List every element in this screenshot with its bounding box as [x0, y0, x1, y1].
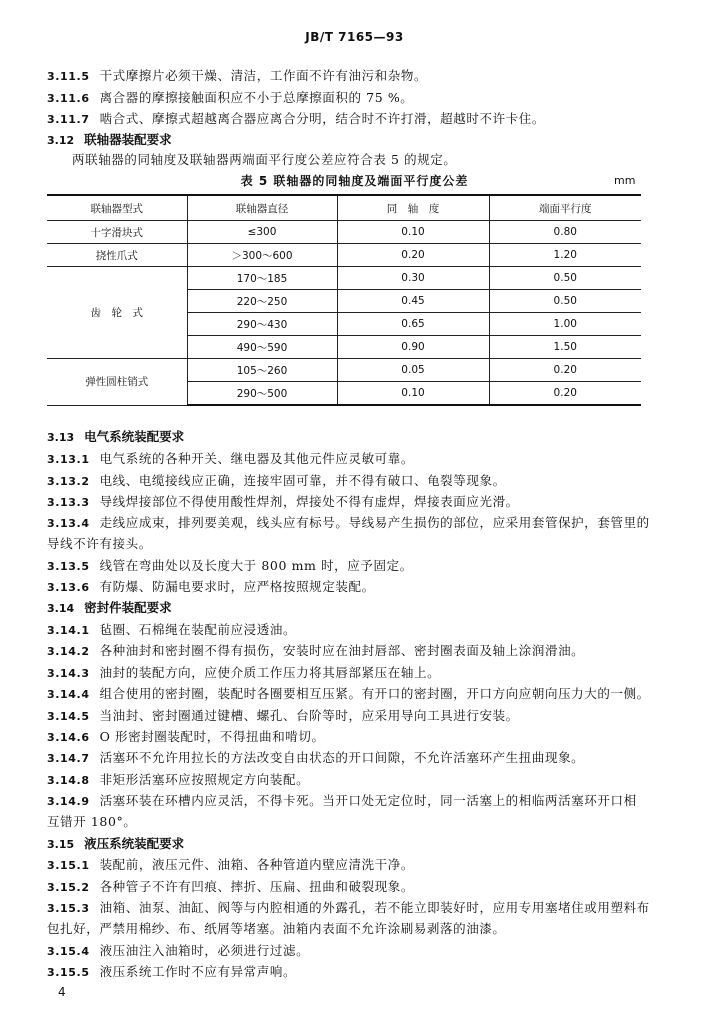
- clause-number: 3.11.7: [47, 113, 90, 126]
- clause-text: 油封的装配方向，应使介质工作压力将其唇部紧压在轴上。: [99, 665, 441, 680]
- section-3-14-heading: [47, 598, 172, 618]
- page-number: 4: [58, 985, 66, 999]
- clause-3-14-8: [47, 770, 309, 790]
- clause-number: 3.14.6: [47, 731, 90, 744]
- section-number: 3.15: [47, 838, 75, 851]
- cell-diameter: ＞300～600: [187, 244, 337, 267]
- clause-text: 当油封、密封圈通过键槽、螺孔、台阶等时，应采用导向工具进行安装。: [99, 708, 519, 723]
- table-5-unit: mm: [614, 174, 636, 187]
- cell-coaxiality: 0.90: [337, 336, 489, 359]
- clause-text: 各种管子不许有凹痕、摔折、压扁、扭曲和破裂现象。: [99, 879, 414, 894]
- clause-text: 毡圈、石棉绳在装配前应浸透油。: [99, 622, 297, 637]
- cell-parallelism: 0.20: [489, 359, 641, 382]
- cell-parallelism: 1.00: [489, 313, 641, 336]
- clause-3-13-5: [47, 556, 413, 576]
- clause-3-13-6: [47, 577, 375, 597]
- section-3-15-heading: [47, 834, 184, 854]
- clause-3-11-5: [47, 66, 427, 86]
- clause-number: 3.13.4: [47, 517, 90, 530]
- clause-3-13-4-continuation: 导线不许有接头。: [47, 536, 152, 551]
- section-title: 联轴器装配要求: [84, 132, 172, 147]
- clause-3-14-1: [47, 620, 296, 640]
- cell-coaxiality: 0.45: [337, 290, 489, 313]
- cell-parallelism: 0.80: [489, 221, 641, 244]
- cell-coaxiality: 0.20: [337, 244, 489, 267]
- clause-number: 3.13.3: [47, 496, 90, 509]
- column-header: 联轴器直径: [187, 195, 337, 221]
- clause-number: 3.13.2: [47, 475, 90, 488]
- table-header-row: [47, 195, 641, 221]
- clause-number: 3.15.3: [47, 902, 90, 915]
- clause-number: 3.15.2: [47, 881, 90, 894]
- table-5: [47, 194, 641, 406]
- clause-text: 组合使用的密封圈，装配时各圈要相互压紧。有开口的密封圈，开口方向应朝向压力大的一侧。: [99, 686, 650, 701]
- clause-3-14-9: [47, 791, 637, 811]
- clause-text: 非矩形活塞环应按照规定方向装配。: [99, 772, 310, 787]
- clause-number: 3.14.1: [47, 624, 90, 637]
- cell-diameter: 105～260: [187, 359, 337, 382]
- table-5-caption: 表 5 联轴器的同轴度及端面平行度公差: [240, 174, 469, 188]
- clause-text: 电线、电缆接线应正确，连接牢固可靠，并不得有破口、龟裂等现象。: [99, 473, 506, 488]
- clause-3-14-9-continuation: 互错开 180°。: [47, 814, 137, 829]
- cell-coaxiality: 0.65: [337, 313, 489, 336]
- clause-3-13-4: [47, 513, 650, 533]
- clause-3-13-3: [47, 492, 519, 512]
- clause-text: 油箱、油泵、油缸、阀等与内腔相通的外露孔，若不能立即装好时，应用专用塞堵住或用塑料布: [99, 900, 650, 915]
- section-title: 密封件装配要求: [84, 600, 172, 615]
- cell-coaxiality: 0.10: [337, 221, 489, 244]
- clause-text: 活塞环不允许用拉长的方法改变自由状态的开口间隙，不允许活塞环产生扭曲现象。: [99, 750, 585, 765]
- section-number: 3.13: [47, 431, 75, 444]
- cell-diameter: 490～590: [187, 336, 337, 359]
- section-3-12-heading: [47, 130, 172, 150]
- clause-number: 3.11.5: [47, 70, 90, 83]
- clause-3-15-3: [47, 898, 650, 918]
- cell-diameter: 290～500: [187, 382, 337, 406]
- clause-3-15-4: [47, 941, 309, 961]
- clause-text: 液压油注入油箱时，必须进行过滤。: [99, 943, 310, 958]
- clause-text: 装配前，液压元件、油箱、各种管道内壁应清洗干净。: [99, 857, 414, 872]
- section-number: 3.14: [47, 602, 75, 615]
- section-3-12-intro: 两联轴器的同轴度及联轴器两端面平行度公差应符合表 5 的规定。: [72, 152, 457, 167]
- column-header: 同 轴 度: [337, 195, 489, 221]
- table-row: [47, 267, 641, 290]
- clause-text: 啮合式、摩擦式超越离合器应离合分明，结合时不许打滑，超越时不许卡住。: [99, 111, 545, 126]
- clause-3-14-7: [47, 748, 584, 768]
- table-row: [47, 359, 641, 382]
- cell-type: 十字滑块式: [47, 221, 187, 244]
- cell-coaxiality: 0.30: [337, 267, 489, 290]
- section-title: 电气系统装配要求: [84, 429, 185, 444]
- clause-3-14-3: [47, 663, 440, 683]
- clause-text: 活塞环装在环槽内应灵活，不得卡死。当开口处无定位时，同一活塞上的相临两活塞环开口相: [99, 793, 637, 808]
- clause-number: 3.14.5: [47, 710, 90, 723]
- column-header: 端面平行度: [489, 195, 641, 221]
- clause-number: 3.14.2: [47, 645, 90, 658]
- clause-text: 各种油封和密封圈不得有损伤，安装时应在油封唇部、密封圈表面及轴上涂润滑油。: [99, 643, 585, 658]
- cell-diameter: 220～250: [187, 290, 337, 313]
- column-header: 联轴器型式: [47, 195, 187, 221]
- clause-text: 干式摩擦片必须干燥、清洁，工作面不许有油污和杂物。: [99, 68, 428, 83]
- clause-text: 有防爆、防漏电要求时，应严格按照规定装配。: [99, 579, 375, 594]
- cell-coaxiality: 0.05: [337, 359, 489, 382]
- cell-diameter: ≤300: [187, 221, 337, 244]
- clause-number: 3.14.7: [47, 752, 90, 765]
- clause-number: 3.15.1: [47, 859, 90, 872]
- clause-number: 3.13.1: [47, 453, 90, 466]
- clause-3-14-2: [47, 641, 584, 661]
- clause-number: 3.14.9: [47, 795, 90, 808]
- clause-number: 3.14.3: [47, 667, 90, 680]
- cell-parallelism: 0.50: [489, 290, 641, 313]
- clause-text: O 形密封圈装配时，不得扭曲和啃切。: [99, 729, 325, 744]
- clause-text: 线管在弯曲处以及长度大于 800 mm 时，应予固定。: [99, 558, 413, 573]
- cell-type: 弹性圆柱销式: [47, 359, 187, 406]
- cell-type: 齿 轮 式: [47, 267, 187, 359]
- clause-number: 3.13.5: [47, 560, 90, 573]
- clause-3-15-5: [47, 962, 296, 982]
- document-code-header: JB/T 7165—93: [305, 30, 404, 44]
- clause-text: 电气系统的各种开关、继电器及其他元件应灵敏可靠。: [99, 451, 414, 466]
- clause-3-11-6: [47, 88, 413, 108]
- clause-number: 3.11.6: [47, 92, 90, 105]
- clause-text: 导线焊接部位不得使用酸性焊剂，焊接处不得有虚焊，焊接表面应光滑。: [99, 494, 519, 509]
- clause-number: 3.15.4: [47, 945, 90, 958]
- clause-number: 3.15.5: [47, 966, 90, 979]
- cell-coaxiality: 0.10: [337, 382, 489, 406]
- cell-type: 挠性爪式: [47, 244, 187, 267]
- clause-3-15-3-continuation: 包扎好，严禁用棉纱、布、纸屑等堵塞。油箱内表面不允许涂刷易剥落的油漆。: [47, 921, 506, 936]
- cell-parallelism: 0.20: [489, 382, 641, 406]
- clause-number: 3.13.6: [47, 581, 90, 594]
- section-title: 液压系统装配要求: [84, 836, 185, 851]
- cell-parallelism: 0.50: [489, 267, 641, 290]
- clause-number: 3.14.8: [47, 774, 90, 787]
- section-number: 3.12: [47, 134, 75, 147]
- clause-3-13-2: [47, 471, 506, 491]
- section-3-13-heading: [47, 427, 184, 447]
- clause-3-14-6: [47, 727, 325, 747]
- cell-diameter: 170～185: [187, 267, 337, 290]
- cell-diameter: 290～430: [187, 313, 337, 336]
- clause-3-15-2: [47, 877, 414, 897]
- table-row: [47, 244, 641, 267]
- table-row: [47, 221, 641, 244]
- clause-3-14-5: [47, 706, 519, 726]
- cell-parallelism: 1.50: [489, 336, 641, 359]
- clause-text: 液压系统工作时不应有异常声响。: [99, 964, 297, 979]
- clause-3-11-7: [47, 109, 545, 129]
- clause-3-14-4: [47, 684, 650, 704]
- clause-number: 3.14.4: [47, 688, 90, 701]
- clause-text: 走线应成束，排列要美观，线头应有标号。导线易产生损伤的部位，应采用套管保护，套管里的: [99, 515, 650, 530]
- clause-3-13-1: [47, 449, 414, 469]
- cell-parallelism: 1.20: [489, 244, 641, 267]
- clause-3-15-1: [47, 855, 414, 875]
- clause-text: 离合器的摩擦接触面积应不小于总摩擦面积的 75 %。: [99, 90, 414, 105]
